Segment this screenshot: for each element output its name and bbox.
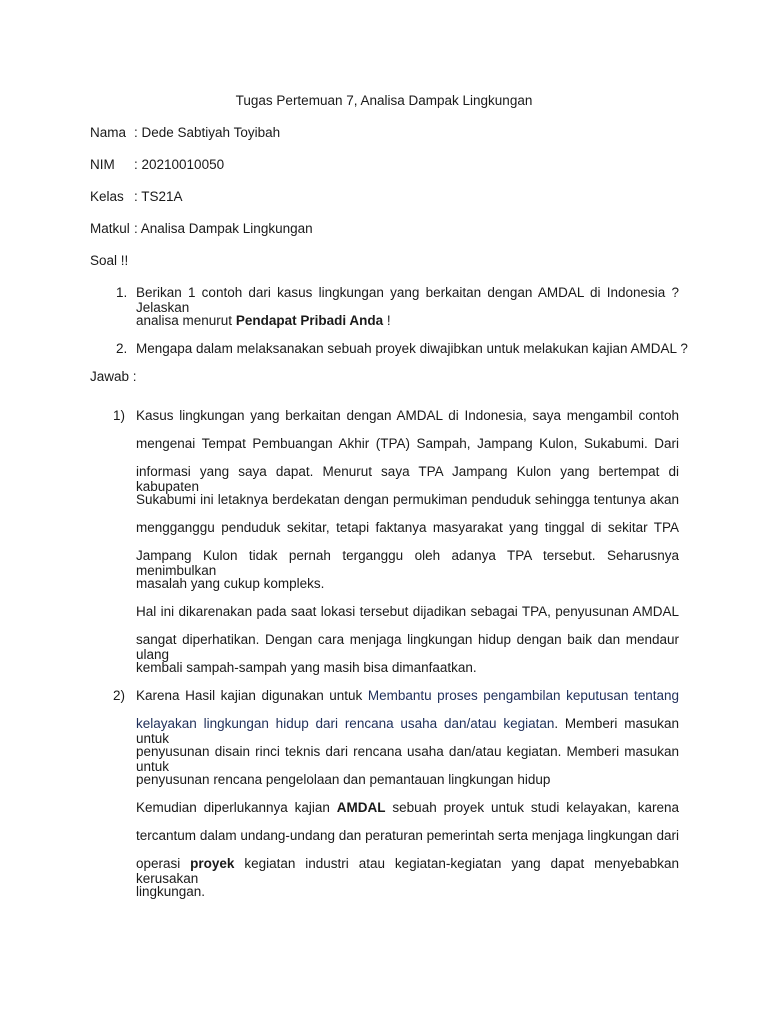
class-value: : TS21A	[134, 189, 183, 204]
answer-2-highlight: Membantu proses pengambilan keputusan tentang	[367, 688, 679, 703]
answer-2-text: operasi	[136, 856, 191, 871]
class-label: Kelas	[90, 189, 124, 204]
course-label: Matkul	[90, 221, 130, 236]
course-value: : Analisa Dampak Lingkungan	[134, 221, 313, 236]
page-title: Tugas Pertemuan 7, Analisa Dampak Lingkungan	[235, 93, 533, 108]
answer-2-line: tercantum dalam undang-undang dan peraturan pemerintah serta menjaga lingkungan dari	[136, 828, 679, 843]
name-value: : Dede Sabtiyah Toyibah	[134, 125, 281, 140]
answer-1-line: Jampang Kulon tidak pernah terganggu oleh adanya TPA tersebut. Seharusnya menimbulkan	[136, 548, 679, 578]
answer-1-line: mengenai Tempat Pembuangan Akhir (TPA) Sampah, Jampang Kulon, Sukabumi. Dari	[136, 436, 679, 451]
answer-2-emphasis: AMDAL	[336, 800, 386, 815]
answer-2-line	[136, 800, 679, 815]
answer-1-line: kembali sampah-sampah yang masih bisa dimanfaatkan.	[136, 660, 477, 675]
soal-heading: Soal !!	[90, 253, 129, 268]
nim-label: NIM	[90, 157, 115, 172]
answer-2-text: kegiatan industri atau kegiatan-kegiatan yang dapat menyebabkan kerusakan	[136, 856, 679, 886]
question-1-line-1: Berikan 1 contoh dari kasus lingkungan yang berkaitan dengan AMDAL di Indonesia ? Jelaskan	[136, 285, 679, 315]
answer-2-text: Karena Hasil kajian digunakan untuk	[136, 688, 368, 703]
answer-1-line: Hal ini dikarenakan pada saat lokasi tersebut dijadikan sebagai TPA, penyusunan AMDAL	[136, 604, 679, 619]
answer-2-text: . Memberi masukan untuk	[136, 716, 679, 746]
answer-2-highlight: kelayakan lingkungan hidup dari rencana usaha dan/atau kegiatan	[136, 716, 555, 731]
answer-2-text: sebuah proyek untuk studi kelayakan, karena	[385, 800, 679, 815]
question-2-line-1: Mengapa dalam melaksanakan sebuah proyek diwajibkan untuk melakukan kajian AMDAL ?	[136, 341, 688, 356]
name-label: Nama	[90, 125, 127, 140]
answer-2-line	[136, 716, 679, 746]
answer-number: 1)	[113, 408, 126, 423]
answer-1-line: Kasus lingkungan yang berkaitan dengan AMDAL di Indonesia, saya mengambil contoh	[136, 408, 679, 423]
answer-1-line: Sukabumi ini letaknya berdekatan dengan permukiman penduduk sehingga tentunya akan	[136, 492, 679, 507]
question-1-end: !	[383, 313, 391, 328]
answer-2-line: lingkungan.	[136, 884, 206, 899]
answer-2-text: Kemudian diperlukannya kajian	[136, 800, 337, 815]
answer-2-line: penyusunan disain rinci teknis dari rencana usaha dan/atau kegiatan. Memberi masukan untuk	[136, 744, 679, 774]
answer-2-line	[136, 688, 679, 703]
answer-1-line: informasi yang saya dapat. Menurut saya TPA Jampang Kulon yang bertempat di kabupaten	[136, 464, 679, 494]
answer-number: 2)	[113, 688, 126, 703]
nim-value: : 20210010050	[134, 157, 225, 172]
jawab-heading: Jawab :	[90, 369, 137, 384]
answer-1-line: masalah yang cukup kompleks.	[136, 576, 325, 591]
answer-2-line: penyusunan rencana pengelolaan dan pemantauan lingkungan hidup	[136, 772, 551, 787]
question-number: 1.	[116, 285, 128, 300]
answer-2-emphasis: proyek	[190, 856, 235, 871]
question-1-line-2	[136, 313, 391, 328]
question-1-emphasis: Pendapat Pribadi Anda	[235, 313, 384, 328]
question-1-text: analisa menurut	[136, 313, 236, 328]
answer-1-line: sangat diperhatikan. Dengan cara menjaga lingkungan hidup dengan baik dan mendaur ulang	[136, 632, 679, 662]
answer-1-line: mengganggu penduduk sekitar, tetapi faktanya masyarakat yang tinggal di sekitar TPA	[136, 520, 679, 535]
question-number: 2.	[116, 341, 128, 356]
answer-2-line	[136, 856, 679, 886]
